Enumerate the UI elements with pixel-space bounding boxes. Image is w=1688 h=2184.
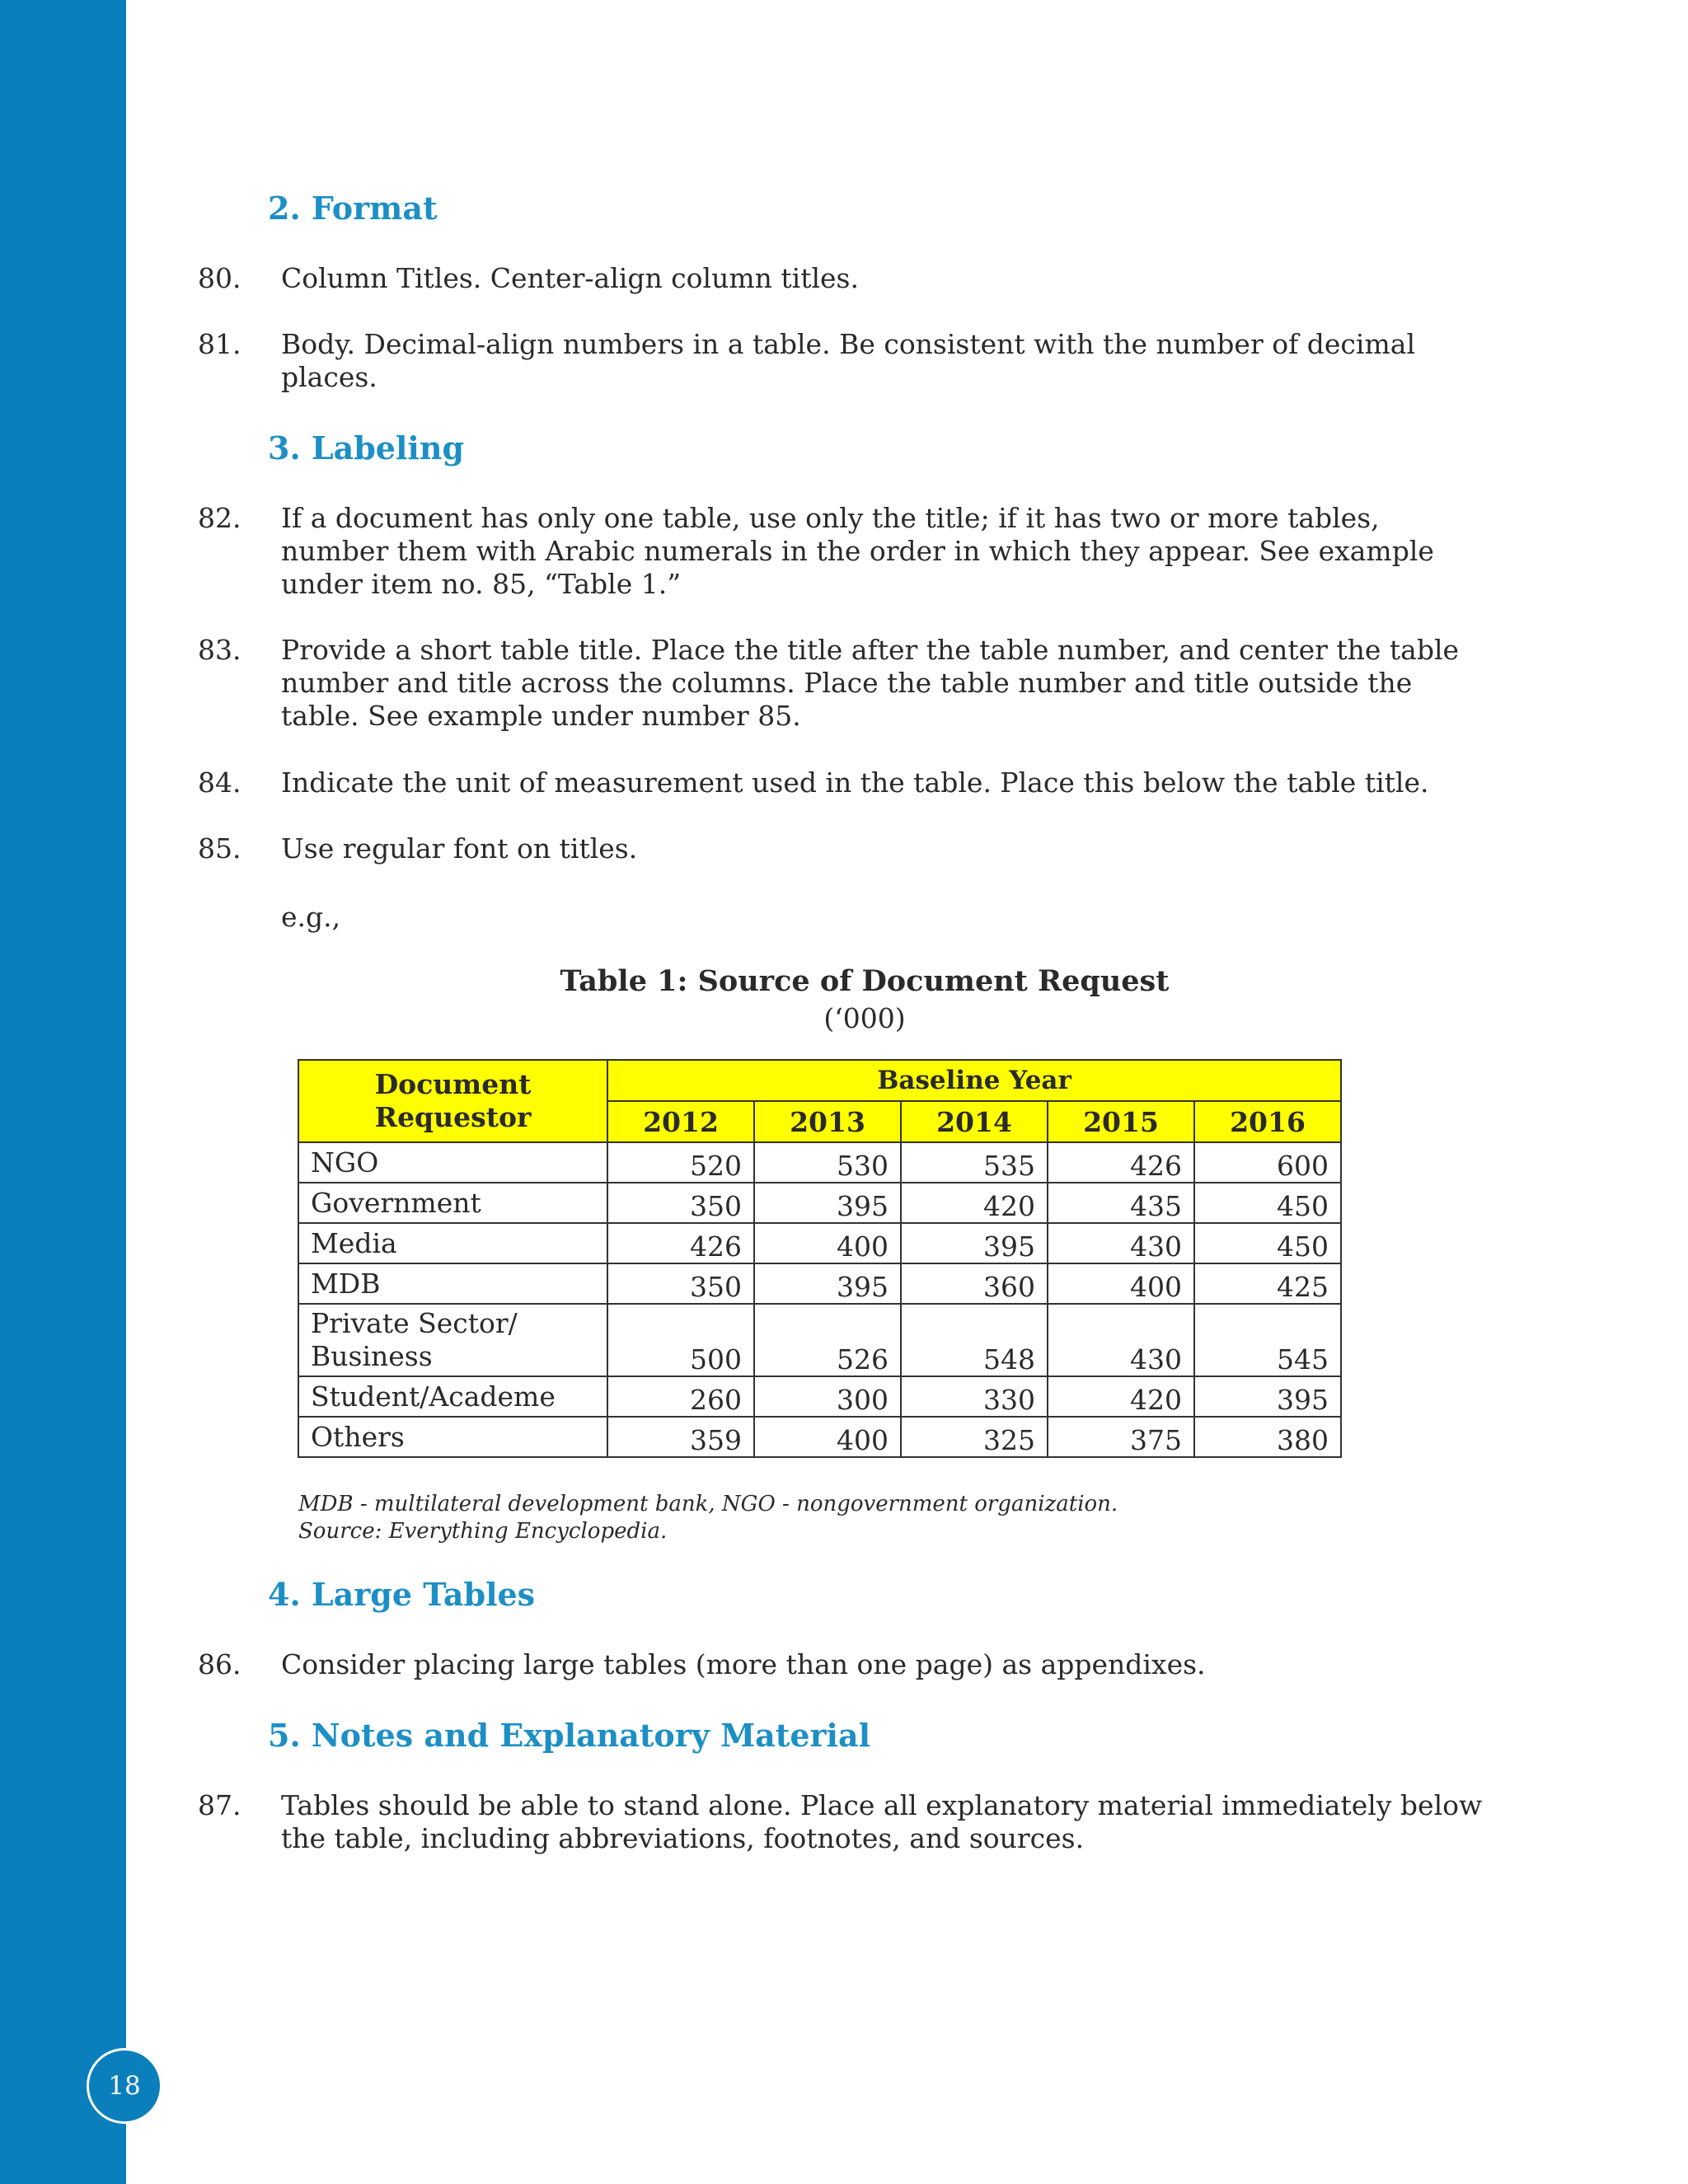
- row-label: Government: [298, 1183, 607, 1223]
- table-cell: 395: [754, 1183, 901, 1223]
- paragraph-82: [198, 502, 1484, 601]
- column-header-year: 2016: [1194, 1101, 1341, 1142]
- paragraph-number: 83.: [198, 634, 241, 666]
- paragraph-text: If a document has only one table, use only the title; if it has two or more tables, number them with Arabic numerals in the order in which they appear. See example under item no. 85, “Table 1.”: [281, 502, 1434, 600]
- table-cell: 526: [754, 1304, 901, 1376]
- page-number-badge: 18: [87, 2048, 162, 2124]
- paragraph-text: Column Titles. Center-align column titles.: [281, 262, 859, 294]
- table-cell: 450: [1194, 1223, 1341, 1263]
- row-label: Private Sector/ Business: [298, 1304, 607, 1376]
- table-title: Table 1: Source of Document Request: [560, 964, 1170, 998]
- paragraph-number: 82.: [198, 502, 241, 534]
- table-cell: 430: [1048, 1223, 1194, 1263]
- table-cell: 330: [901, 1376, 1048, 1417]
- table-cell: 535: [901, 1142, 1048, 1183]
- column-header-year: 2012: [607, 1101, 754, 1142]
- example-label: e.g.,: [281, 901, 341, 933]
- table-cell: 420: [1048, 1376, 1194, 1417]
- table-cell: 520: [607, 1142, 754, 1183]
- paragraph-86: [198, 1648, 1484, 1681]
- paragraph-87: [198, 1789, 1484, 1855]
- table-cell: 600: [1194, 1142, 1341, 1183]
- table-cell: 426: [607, 1223, 754, 1263]
- row-label: MDB: [298, 1263, 607, 1304]
- table-row: [298, 1183, 1341, 1223]
- table-cell: 450: [1194, 1183, 1341, 1223]
- paragraph-number: 84.: [198, 766, 241, 799]
- paragraph-80: [198, 262, 1484, 295]
- section-heading-large-tables: 4. Large Tables: [268, 1576, 536, 1613]
- table-cell: 395: [901, 1223, 1048, 1263]
- table-source: Source: Everything Encyclopedia.: [298, 1519, 668, 1544]
- table-row: [298, 1223, 1341, 1263]
- table-cell: 360: [901, 1263, 1048, 1304]
- table-cell: 400: [1048, 1263, 1194, 1304]
- table-unit: (‘000): [823, 1002, 906, 1034]
- table-row: [298, 1417, 1341, 1457]
- table-cell: 545: [1194, 1304, 1341, 1376]
- table-cell: 400: [754, 1417, 901, 1457]
- column-header-year: 2015: [1048, 1101, 1194, 1142]
- table-cell: 395: [1194, 1376, 1341, 1417]
- row-label: NGO: [298, 1142, 607, 1183]
- table-cell: 350: [607, 1183, 754, 1223]
- table-cell: 426: [1048, 1142, 1194, 1183]
- section-heading-notes: 5. Notes and Explanatory Material: [268, 1717, 871, 1754]
- paragraph-text: Indicate the unit of measurement used in the table. Place this below the table title.: [281, 766, 1429, 799]
- table-cell: 500: [607, 1304, 754, 1376]
- table-cell: 350: [607, 1263, 754, 1304]
- paragraph-number: 81.: [198, 328, 241, 360]
- table-cell: 425: [1194, 1263, 1341, 1304]
- table-header-row: [298, 1060, 1341, 1101]
- table-row: [298, 1376, 1341, 1417]
- table-row: [298, 1263, 1341, 1304]
- column-header-year: 2013: [754, 1101, 901, 1142]
- paragraph-81: [198, 328, 1484, 394]
- table-cell: 435: [1048, 1183, 1194, 1223]
- table-cell: 420: [901, 1183, 1048, 1223]
- table-cell: 530: [754, 1142, 901, 1183]
- table-cell: 548: [901, 1304, 1048, 1376]
- paragraph-text: Consider placing large tables (more than one page) as appendixes.: [281, 1648, 1206, 1680]
- section-heading-format: 2. Format: [268, 190, 438, 227]
- column-group-header: Baseline Year: [607, 1060, 1341, 1101]
- table-cell: 260: [607, 1376, 754, 1417]
- paragraph-85: [198, 832, 1484, 865]
- data-table: [298, 1059, 1342, 1458]
- paragraph-number: 80.: [198, 262, 241, 294]
- table-cell: 400: [754, 1223, 901, 1263]
- table-cell: 325: [901, 1417, 1048, 1457]
- paragraph-text: Provide a short table title. Place the title after the table number, and center the table number and title across the columns. Place the table number and title outside the table. See example under number 85.: [281, 634, 1460, 732]
- table-footnote: MDB - multilateral development bank, NGO - nongovernment organization.: [298, 1492, 1118, 1516]
- row-label: Media: [298, 1223, 607, 1263]
- paragraph-number: 85.: [198, 832, 241, 865]
- paragraph-text: Use regular font on titles.: [281, 832, 638, 865]
- paragraph-83: [198, 634, 1484, 733]
- table-cell: 380: [1194, 1417, 1341, 1457]
- paragraph-84: [198, 766, 1484, 799]
- row-label: Others: [298, 1417, 607, 1457]
- column-header-year: 2014: [901, 1101, 1048, 1142]
- table-cell: 375: [1048, 1417, 1194, 1457]
- table-cell: 359: [607, 1417, 754, 1457]
- paragraph-text: Body. Decimal-align numbers in a table. Be consistent with the number of decimal places.: [281, 328, 1415, 393]
- table-row: [298, 1142, 1341, 1183]
- paragraph-number: 86.: [198, 1648, 241, 1680]
- paragraph-text: Tables should be able to stand alone. Place all explanatory material immediately below the table, including abbreviations, footnotes, and sources.: [281, 1789, 1483, 1854]
- section-heading-labeling: 3. Labeling: [268, 429, 465, 466]
- row-label: Student/Academe: [298, 1376, 607, 1417]
- table-cell: 300: [754, 1376, 901, 1417]
- column-header-requestor: Document Requestor: [298, 1060, 607, 1142]
- table-cell: 395: [754, 1263, 901, 1304]
- table-row: [298, 1304, 1341, 1376]
- paragraph-number: 87.: [198, 1789, 241, 1821]
- table-cell: 430: [1048, 1304, 1194, 1376]
